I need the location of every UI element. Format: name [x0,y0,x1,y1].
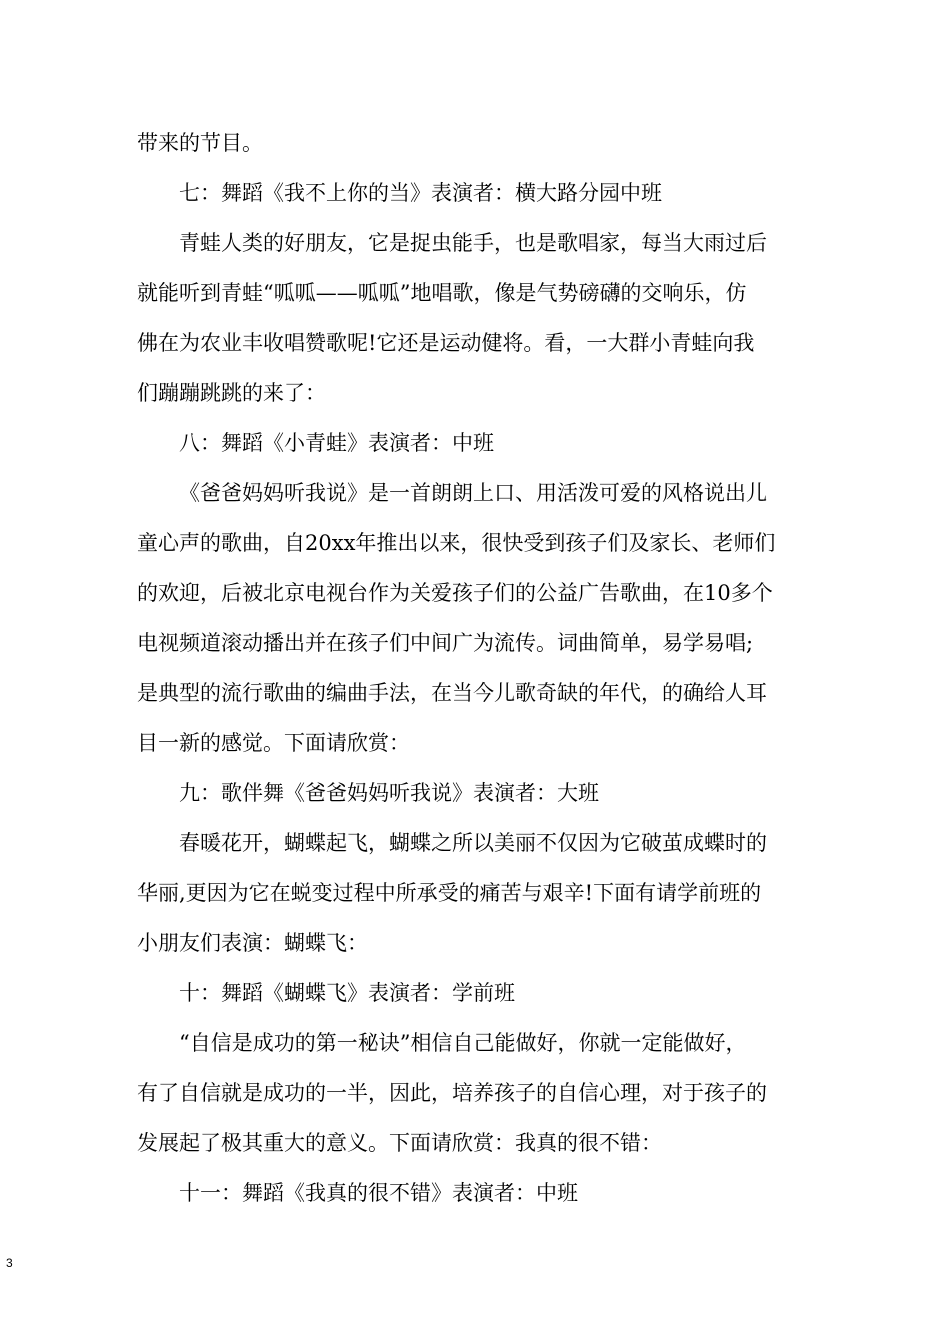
paragraph-butterfly-line-2: 华丽,更因为它在蜕变过程中所承受的痛苦与艰辛!下面有请学前班的 [137,881,762,905]
paragraph-frog-line-1: 青蛙人类的好朋友，它是捉虫能手，也是歌唱家，每当大雨过后 [179,231,767,255]
program-item-7: 七：舞蹈《我不上你的当》表演者：横大路分园中班 [179,181,662,205]
paragraph-song-line-2: 童心声的歌曲，自20xx年推出以来，很快受到孩子们及家长、老师们 [137,531,776,555]
paragraph-song-line-6: 目一新的感觉。下面请欣赏： [137,731,410,755]
paragraph-song-line-1: 《爸爸妈妈听我说》是一首朗朗上口、用活泼可爱的风格说出儿 [179,481,767,505]
paragraph-confidence-line-1: “自信是成功的第一秘诀”相信自己能做好，你就一定能做好， [179,1031,747,1055]
page-number: 3 [6,1256,13,1270]
document-body [137,118,821,1218]
paragraph-song-line-3: 的欢迎，后被北京电视台作为关爱孩子们的公益广告歌曲，在10多个 [137,581,773,605]
paragraph-frog-line-4: 们蹦蹦跳跳的来了： [137,381,326,405]
text-line-continuation: 带来的节目。 [137,131,263,155]
paragraph-butterfly-line-3: 小朋友们表演：蝴蝶飞： [137,931,368,955]
paragraph-confidence-line-3: 发展起了极其重大的意义。下面请欣赏：我真的很不错： [137,1131,662,1155]
paragraph-butterfly-line-1: 春暖花开，蝴蝶起飞，蝴蝶之所以美丽不仅因为它破茧成蝶时的 [179,831,767,855]
program-item-11: 十一：舞蹈《我真的很不错》表演者：中班 [179,1181,578,1205]
paragraph-frog-line-3: 佛在为农业丰收唱赞歌呢!它还是运动健将。看，一大群小青蛙向我 [137,331,755,355]
program-item-9: 九：歌伴舞《爸爸妈妈听我说》表演者：大班 [179,781,599,805]
program-item-10: 十：舞蹈《蝴蝶飞》表演者：学前班 [179,981,515,1005]
paragraph-frog-line-2: 就能听到青蛙“呱呱——呱呱”地唱歌，像是气势磅礴的交响乐，仿 [137,281,747,305]
paragraph-song-line-4: 电视频道滚动播出并在孩子们中间广为流传。词曲简单，易学易唱; [137,631,754,655]
paragraph-confidence-line-2: 有了自信就是成功的一半，因此，培养孩子的自信心理，对于孩子的 [137,1081,767,1105]
program-item-8: 八：舞蹈《小青蛙》表演者：中班 [179,431,494,455]
paragraph-song-line-5: 是典型的流行歌曲的编曲手法，在当今儿歌奇缺的年代，的确给人耳 [137,681,767,705]
